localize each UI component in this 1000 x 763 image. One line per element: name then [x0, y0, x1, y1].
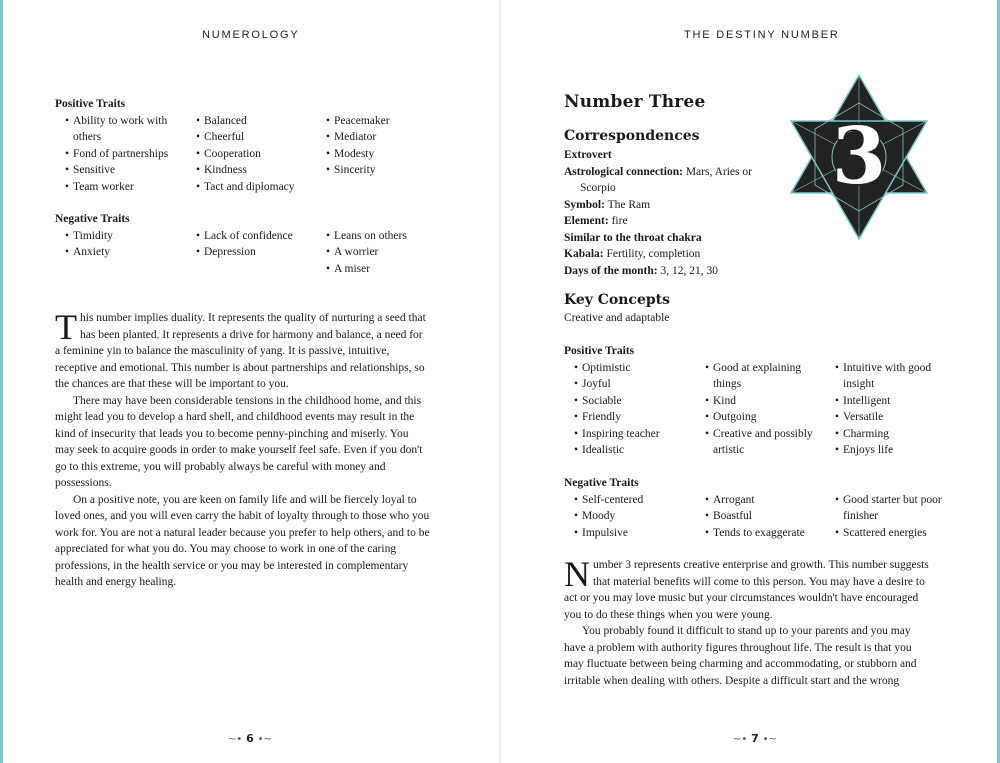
list-item: • A miser	[321, 261, 407, 278]
trait-column	[830, 492, 942, 542]
key-concepts-text: Creative and adaptable	[564, 312, 670, 324]
list-item: • Charming	[830, 426, 931, 443]
list-item: • Leans on others	[321, 228, 407, 245]
list-item: • Boastful	[700, 508, 805, 525]
list-item: • Intelligent	[830, 393, 931, 410]
paragraph-text: umber 3 represents creative enterprise and growth. This number suggests that material benefits will come to this person. You may have a desire to act or you may love music but your circumstances wouldn't have encouraged you to do these things when you were young.	[564, 559, 929, 621]
list-item: • Friendly	[569, 409, 660, 426]
days-line	[564, 263, 774, 280]
field-label: Kabala:	[564, 248, 604, 260]
list-item: • Sensitive	[60, 162, 168, 179]
list-item: • Creative and possibly	[700, 426, 813, 443]
paragraph: On a positive note, you are keen on family life and will be fiercely loyal to loved ones, and you will even carry the habit of loyalty through to those who you work for. You are not a natural leader because you prefer to help others, and to be appreciated for what you do. You may choose to work in one of the caring professions, in the health service or you may be interested in complementary health and energy healing.	[55, 493, 430, 588]
section-title: Positive Traits	[564, 345, 635, 357]
list-item: • Ability to work with	[60, 113, 168, 130]
list-item: • Modesty	[321, 146, 390, 163]
astro-line	[564, 164, 774, 197]
star-numeral: 3	[831, 111, 887, 202]
page-number-value: 6	[246, 732, 254, 745]
list-item: • Anxiety	[60, 244, 113, 261]
paragraph-text: his number implies duality. It represents the quality of nurturing a seed that has been planted. It represents a drive for harmony and balance, a need for a feminine yin to balance the masculinity of yang. It is passive, intuitive, receptive and emotional. This number is about partnerships and relationships, so the chances are that these will be important to you.	[55, 312, 426, 390]
hexagram-number-three-icon	[788, 73, 930, 241]
correspondences-list	[564, 147, 774, 279]
list-item: • Inspiring teacher	[569, 426, 660, 443]
list-item: • Outgoing	[700, 409, 813, 426]
list-item: • Depression	[191, 244, 293, 261]
trait-column	[700, 360, 813, 459]
symbol-line	[564, 197, 774, 214]
field-label: Astrological connection:	[564, 165, 683, 178]
list-item: others	[73, 131, 102, 143]
list-item: • Optimistic	[569, 360, 660, 377]
trait-column	[321, 113, 390, 179]
page-number	[733, 732, 777, 745]
list-item: • Scattered energies	[830, 525, 942, 542]
right-page	[501, 0, 997, 763]
ornament-right-icon: •~	[257, 734, 272, 745]
trait-column	[191, 228, 293, 261]
trait-column	[60, 228, 113, 261]
field-value: fire	[611, 215, 628, 227]
section-title: Positive Traits	[55, 98, 126, 110]
section-title: Negative Traits	[564, 477, 639, 489]
running-head: THE DESTINY NUMBER	[684, 29, 840, 41]
list-item: • Self-centered	[569, 492, 643, 509]
list-item: • Good at explaining	[700, 360, 813, 377]
field-value: Fertility, completion	[606, 248, 701, 260]
list-item: • Timidity	[60, 228, 113, 245]
list-item: • Cheerful	[191, 129, 295, 146]
paragraph: You probably found it difficult to stand up to your parents and you may have a problem with authority figures throughout life. The result is that you may fluctuate between being charming and accommodating, or stubborn and irritable when dealing with others. Despite a difficult start and the wrong	[564, 625, 917, 687]
list-item: • Mediator	[321, 129, 390, 146]
extrovert-line	[564, 147, 774, 164]
section-heading: Key Concepts	[564, 292, 671, 308]
page-title: Number Three	[564, 92, 706, 112]
field-label: Symbol:	[564, 198, 605, 211]
kabala-line	[564, 246, 774, 263]
list-item: insight	[843, 378, 875, 390]
list-item: • Balanced	[191, 113, 295, 130]
list-item: • Cooperation	[191, 146, 295, 163]
paragraph	[564, 554, 934, 623]
section-title: Negative Traits	[55, 213, 130, 225]
trait-column	[700, 492, 805, 542]
field-label: Extrovert	[564, 149, 612, 161]
list-item: • Sincerity	[321, 162, 390, 179]
positive-traits-section	[564, 343, 984, 459]
trait-column	[321, 228, 407, 278]
trait-column	[191, 113, 295, 196]
list-item: • Idealistic	[569, 442, 660, 459]
list-item: • Tact and diplomacy	[191, 179, 295, 196]
list-item: • Intuitive with good	[830, 360, 931, 377]
negative-traits-section	[564, 475, 984, 543]
list-item: • Arrogant	[700, 492, 805, 509]
ornament-right-icon: •~	[762, 734, 777, 745]
list-item: artistic	[713, 444, 745, 456]
field-value: Mars, Aries or Scorpio	[580, 165, 752, 194]
list-item: • Versatile	[830, 409, 931, 426]
body-text	[55, 307, 430, 591]
list-item: • Fond of partnerships	[60, 146, 168, 163]
list-item: things	[713, 378, 742, 390]
field-label: Element:	[564, 215, 609, 227]
list-item: • Moody	[569, 508, 643, 525]
paragraph: There may have been considerable tensions in the childhood home, and this might lead you to develop a hard shell, and childhood events may result in the kind of insecurity that leads you to become penny-pinching and miserly. You may seek to acquire goods in order to make yourself feel safe. Even if you don't go to this extreme, you will probably always be careful with money and possessions.	[55, 394, 423, 489]
ornament-left-icon: ~•	[733, 734, 748, 745]
field-label: Days of the month:	[564, 264, 658, 277]
trait-column	[569, 360, 660, 459]
drop-cap: N	[564, 554, 590, 594]
list-item: • Good starter but poor	[830, 492, 942, 509]
list-item: finisher	[843, 510, 879, 522]
list-item: • Joyful	[569, 376, 660, 393]
field-label: Similar to the throat chakra	[564, 231, 702, 244]
left-page	[0, 0, 499, 763]
list-item: • Team worker	[60, 179, 168, 196]
list-item: • Kindness	[191, 162, 295, 179]
page-number-value: 7	[751, 732, 759, 745]
list-item: • Lack of confidence	[191, 228, 293, 245]
drop-cap: T	[55, 307, 77, 347]
list-item: • Peacemaker	[321, 113, 390, 130]
element-line	[564, 213, 774, 230]
field-value: The Ram	[607, 198, 651, 211]
trait-column	[569, 492, 643, 542]
paragraph	[55, 307, 430, 393]
negative-traits-section	[55, 211, 475, 281]
positive-traits-section	[55, 96, 475, 196]
list-item: • Sociable	[569, 393, 660, 410]
chakra-line	[564, 230, 774, 247]
field-value: 3, 12, 21, 30	[660, 264, 718, 277]
page-number	[228, 732, 272, 745]
trait-column	[60, 113, 168, 196]
list-item: • Impulsive	[569, 525, 643, 542]
trait-column	[830, 360, 931, 459]
list-item: • Kind	[700, 393, 813, 410]
section-heading: Correspondences	[564, 128, 700, 144]
body-text	[564, 554, 934, 689]
list-item: • A worrier	[321, 244, 407, 261]
running-head: NUMEROLOGY	[202, 29, 300, 41]
list-item: • Enjoys life	[830, 442, 931, 459]
list-item: • Tends to exaggerate	[700, 525, 805, 542]
ornament-left-icon: ~•	[228, 734, 243, 745]
